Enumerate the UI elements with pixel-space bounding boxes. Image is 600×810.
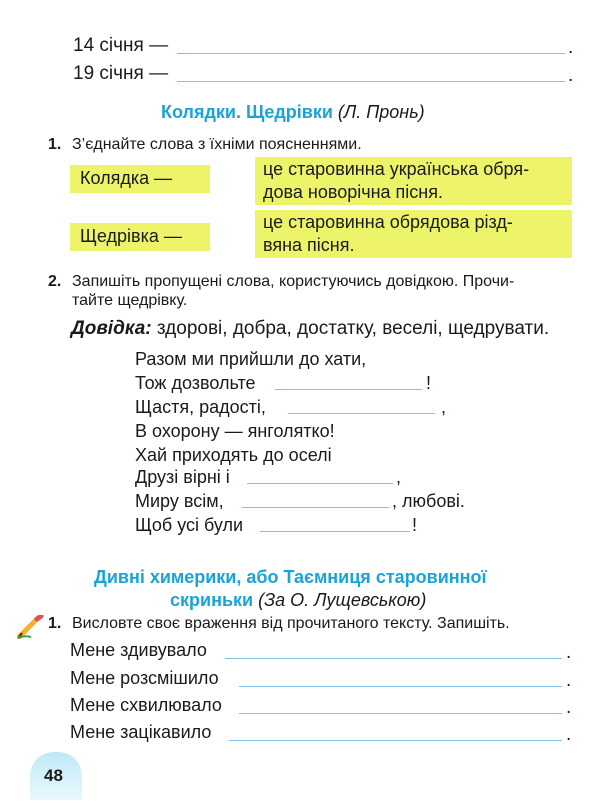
poem-line: В охорону — янголятко! xyxy=(135,421,335,441)
poem-line-end: ! xyxy=(412,515,418,535)
definition-box-2[interactable] xyxy=(255,210,572,258)
poem-line: Щастя, радості, xyxy=(135,397,266,417)
section-title-text: скриньки xyxy=(170,590,254,610)
pencil-icon xyxy=(17,615,45,639)
definition-line: дова новорічна пісня. xyxy=(263,182,443,202)
date-end-2: . xyxy=(568,65,574,86)
task-instruction: З’єднайте слова з їхніми поясненнями. xyxy=(72,136,362,153)
section-title-text: Колядки. Щедрівки xyxy=(161,102,333,122)
term-box-shchedrivka[interactable] xyxy=(70,223,210,251)
task-instruction: Висловте своє враження від прочитаного тексту. Запишіть. xyxy=(72,615,510,632)
date-label-2: 19 січня — xyxy=(73,63,169,84)
poem-line: Щоб усі були xyxy=(135,515,244,535)
impression-label: Мене здивувало xyxy=(70,640,207,660)
poem-line: Хай приходять до оселі xyxy=(135,445,332,465)
section-title-line1: Дивні химерики, або Таємниця старовинної xyxy=(94,567,487,587)
answer-line-date-1[interactable] xyxy=(177,53,565,54)
poem-answer-line[interactable] xyxy=(242,507,389,508)
poem-answer-line[interactable] xyxy=(288,413,435,414)
section-title-line2 xyxy=(170,588,426,612)
impression-end: . xyxy=(566,697,572,718)
impression-answer-line[interactable] xyxy=(239,686,562,687)
task-number: 1. xyxy=(48,615,62,632)
task-instruction-line1: Запишіть пропущені слова, користуючись довідкою. Прочи- xyxy=(72,273,515,290)
poem-line: Друзі вірні і xyxy=(135,467,230,487)
impression-end: . xyxy=(566,724,572,745)
poem-answer-line[interactable] xyxy=(247,483,393,484)
poem-line: Тож дозвольте xyxy=(135,373,256,393)
task-instruction-line2: тайте щедрівку. xyxy=(72,292,188,309)
definition-line: вяна пісня. xyxy=(263,235,355,255)
poem-line: Миру всім, xyxy=(135,491,224,511)
poem-answer-line[interactable] xyxy=(260,531,410,532)
date-label-1: 14 січня — xyxy=(73,35,169,56)
impression-label: Мене розсмішило xyxy=(70,668,219,688)
poem-answer-line[interactable] xyxy=(275,389,422,390)
task-number: 1. xyxy=(48,136,62,153)
term-label: Колядка — xyxy=(80,168,173,188)
definition-box-1[interactable] xyxy=(255,157,572,205)
page-number: 48 xyxy=(44,766,63,785)
definition-line: це старовинна обрядова різд- xyxy=(263,212,513,232)
term-label: Щедрівка — xyxy=(80,226,182,246)
poem-line-end: ! xyxy=(426,373,432,393)
impression-end: . xyxy=(566,670,572,691)
poem-line-end: , любові. xyxy=(392,491,465,511)
impression-answer-line[interactable] xyxy=(239,713,562,714)
hint-label: Довідка: xyxy=(71,318,152,339)
impression-answer-line[interactable] xyxy=(229,740,562,741)
hint-words: здорові, добра, достатку, веселі, щедрувати. xyxy=(156,318,550,339)
impression-label: Мене схвилювало xyxy=(70,695,222,715)
section-author: (Л. Пронь) xyxy=(337,102,425,122)
term-box-kolyadka[interactable] xyxy=(70,165,210,193)
poem-line-end: , xyxy=(396,467,402,487)
hint-row xyxy=(71,317,549,341)
definition-line: це старовинна українська обря- xyxy=(263,159,530,179)
poem-line: Разом ми прийшли до хати, xyxy=(135,349,367,369)
impression-end: . xyxy=(566,642,572,663)
impression-answer-line[interactable] xyxy=(225,658,562,659)
answer-line-date-2[interactable] xyxy=(177,81,565,82)
poem-line-end: , xyxy=(441,397,447,417)
impression-label: Мене зацікавило xyxy=(70,722,212,742)
section-author: (За О. Лущевською) xyxy=(258,590,427,610)
date-end-1: . xyxy=(568,37,574,58)
section-title-carols xyxy=(161,100,425,124)
task-number: 2. xyxy=(48,273,62,290)
